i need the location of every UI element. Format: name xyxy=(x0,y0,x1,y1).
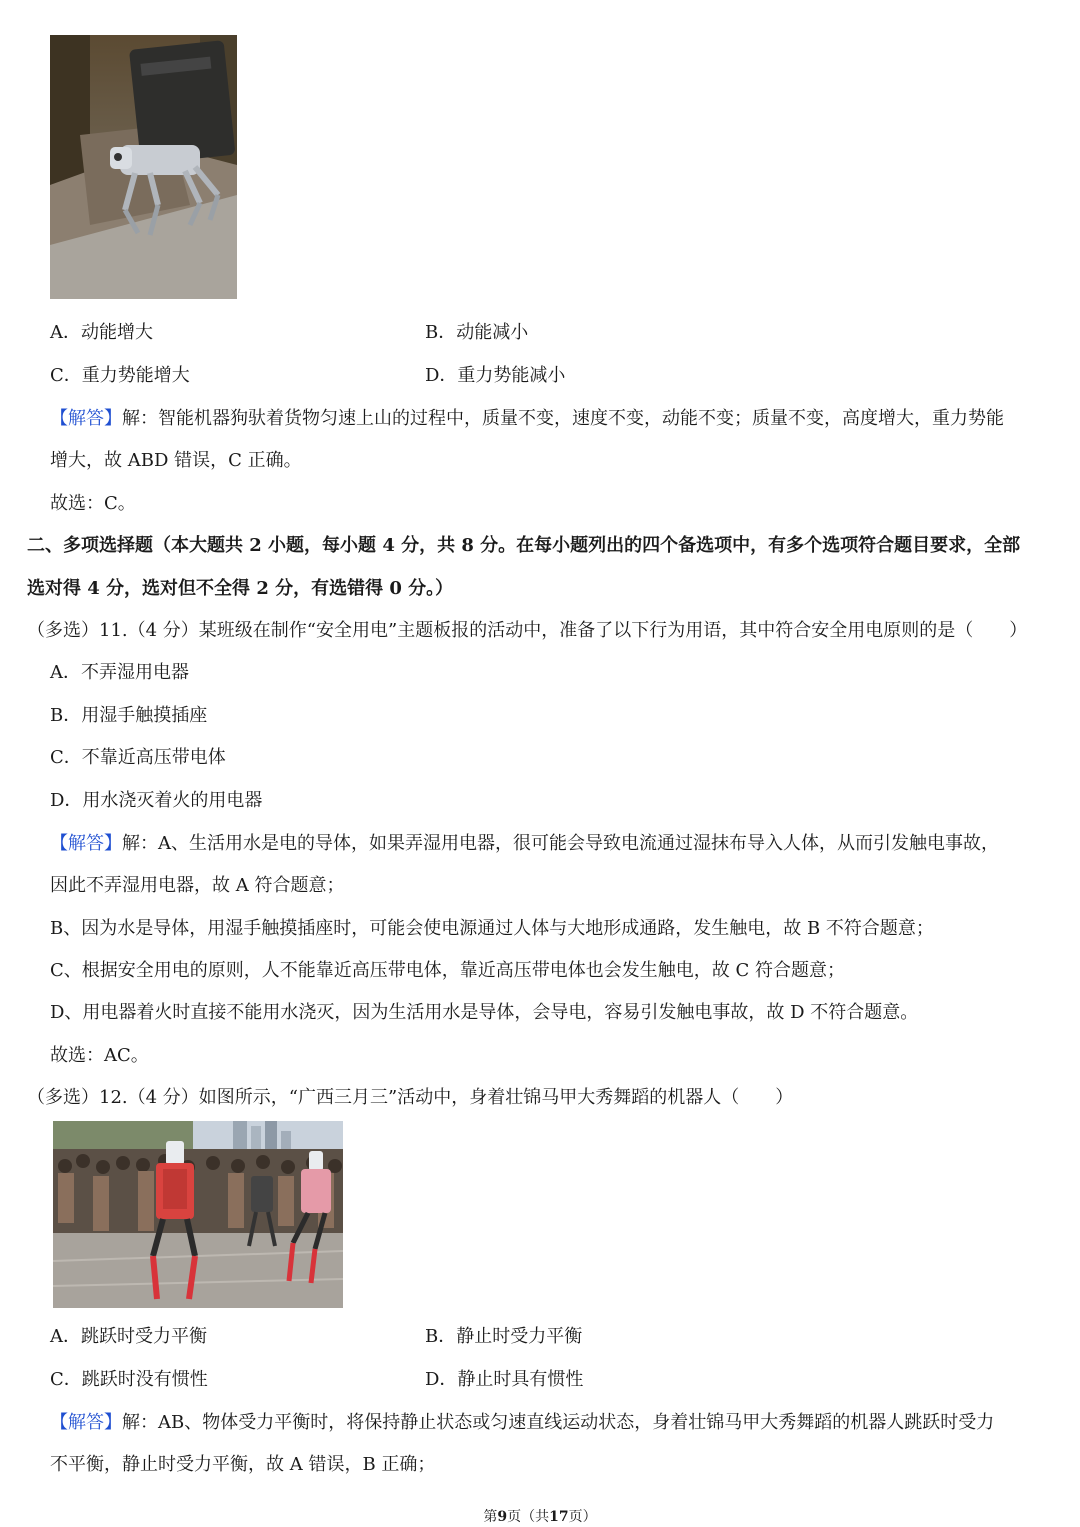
q11-option-c: C．不靠近高压带电体 xyxy=(50,747,226,768)
q10-option-b: B．动能减小 xyxy=(425,322,529,343)
q12-option-d: D．静止时具有惯性 xyxy=(425,1369,584,1390)
answer-tag: 【解答】 xyxy=(50,408,122,429)
answer-tag: 【解答】 xyxy=(50,1412,122,1433)
q10-option-d: D．重力势能减小 xyxy=(425,365,566,386)
q10-answer-line2: 增大，故 ABD 错误，C 正确。 xyxy=(50,450,302,471)
answer-tag: 【解答】 xyxy=(50,833,122,854)
q11-answer-line2: 因此不弄湿用电器，故 A 符合题意； xyxy=(50,875,345,896)
q11-stem: （多选）11.（4 分）某班级在制作“安全用电”主题板报的活动中，准备了以下行为用语，其中符合安全用电原则的是（ ） xyxy=(27,620,1028,641)
footer-page-number: 9 xyxy=(497,1509,508,1525)
answer-text: 解：AB、物体受力平衡时，将保持静止状态或匀速直线运动状态，身着壮锦马甲大秀舞蹈的机器人跳跃时受力 xyxy=(122,1412,995,1433)
q12-answer-line1 xyxy=(50,1408,994,1434)
q12-option-b: B．静止时受力平衡 xyxy=(425,1326,583,1347)
q11-answer-c: C、根据安全用电的原则，人不能靠近高压带电体，靠近高压带电体也会发生触电，故 C 符合题意； xyxy=(50,960,845,981)
dancing-robots-photo xyxy=(53,1121,343,1308)
q11-answer-d: D、用电器着火时直接不能用水浇灭，因为生活用水是导体，会导电，容易引发触电事故，故 D 不符合题意。 xyxy=(50,1002,919,1023)
section2-heading-line1: 二、多项选择题（本大题共 2 小题，每小题 4 分，共 8 分。在每小题列出的四个备选项中，有多个选项符合题目要求，全部 xyxy=(27,535,1021,556)
q11-answer-b: B、因为水是导体，用湿手触摸插座时，可能会使电源通过人体与大地形成通路，发生触电，故 B 不符合题意； xyxy=(50,918,934,939)
q10-option-c: C．重力势能增大 xyxy=(50,365,190,386)
q11-choice: 故选：AC。 xyxy=(50,1045,149,1066)
q12-stem: （多选）12.（4 分）如图所示，“广西三月三”活动中，身着壮锦马甲大秀舞蹈的机器人（ ） xyxy=(27,1087,794,1108)
answer-text: 解：A、生活用水是电的导体，如果弄湿用电器，很可能会导致电流通过湿抹布导入人体，从而引发触电事故， xyxy=(122,833,999,854)
q12-option-c: C．跳跃时没有惯性 xyxy=(50,1369,208,1390)
answer-text: 解：智能机器狗驮着货物匀速上山的过程中，质量不变，速度不变，动能不变；质量不变，高度增大，重力势能 xyxy=(122,408,1004,429)
dancing-robots-illustration xyxy=(53,1121,343,1308)
q11-option-a: A．不弄湿用电器 xyxy=(50,662,189,683)
q10-option-a: A．动能增大 xyxy=(50,322,153,343)
q12-option-a: A．跳跃时受力平衡 xyxy=(50,1326,207,1347)
q12-answer-line2: 不平衡，静止时受力平衡，故 A 错误，B 正确； xyxy=(50,1454,436,1475)
footer-pre: 第 xyxy=(483,1509,498,1525)
q11-option-d: D．用水浇灭着火的用电器 xyxy=(50,790,263,811)
q11-answer-line1 xyxy=(50,829,999,855)
q10-choice: 故选：C。 xyxy=(50,493,136,514)
robot-dog-photo xyxy=(50,35,237,299)
section2-heading-line2: 选对得 4 分，选对但不全得 2 分，有选错得 0 分。） xyxy=(27,578,454,599)
footer-total-pages: 17 xyxy=(549,1509,569,1525)
q11-option-b: B．用湿手触摸插座 xyxy=(50,705,208,726)
q10-answer-line1 xyxy=(50,404,1004,430)
footer-post: 页） xyxy=(568,1509,597,1525)
robot-dog-illustration xyxy=(50,35,237,299)
page-footer xyxy=(0,1506,1080,1526)
footer-mid: 页（共 xyxy=(507,1509,550,1525)
